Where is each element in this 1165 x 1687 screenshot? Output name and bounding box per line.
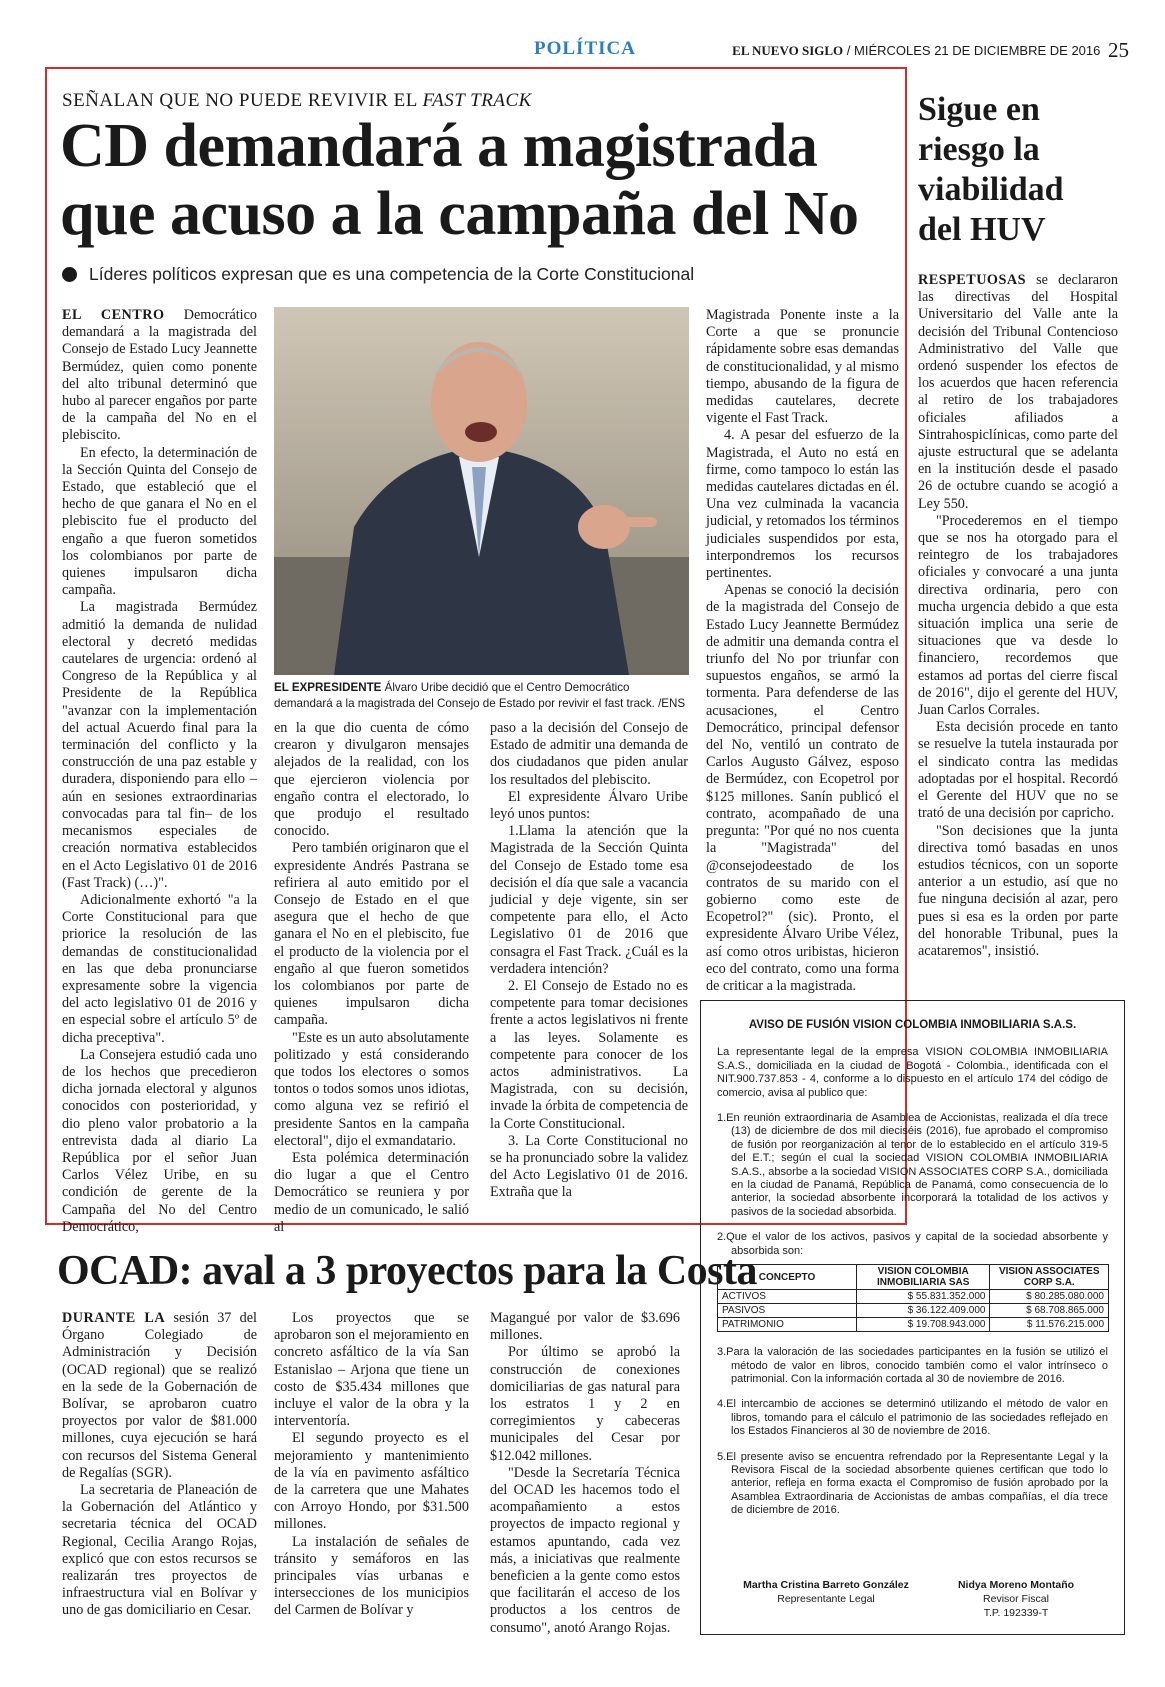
main-article-column-1: [62, 307, 257, 1236]
paragraph: [706, 427, 899, 582]
table-header-row: [718, 1265, 1109, 1290]
paragraph: [490, 1465, 680, 1637]
paragraph-text: "Este es un auto absolutamente politizado y está considerando que todos los electores o somos tontos o todos somos unos idiotas, como alguna vez se refirió el presidente Santos en la campaña electoral", dijo el exmandatario.: [274, 1029, 469, 1149]
legal-notice-intro: La representante legal de la empresa VISION COLOMBIA INMOBILIARIA S.A.S., domiciliada en la ciudad de Bogotá - Colombia., identificada con el NIT.900.737.853 - 4, conforme a lo dispuesto en el artículo 174 del código de comercio, avisa al publico que:: [717, 1046, 1108, 1099]
side-headline-line: del HUV: [918, 211, 1046, 248]
table-header-cell: CONCEPTO: [718, 1265, 857, 1290]
paragraph: [274, 1310, 469, 1430]
table-row: [718, 1304, 1109, 1318]
paragraph-text: El segundo proyecto es el mejoramiento y mantenimiento de la vía en pavimento asfáltico de la carretera que une Mahates con Arroyo Hondo, por $31.500 millones.: [274, 1430, 469, 1533]
kicker-text: SEÑALAN QUE NO PUEDE REVIVIR EL: [62, 90, 418, 111]
photo-caption: [274, 680, 689, 712]
paragraph: [62, 307, 257, 445]
paragraph-text: La secretaria de Planeación de la Gobernación del Atlántico y secretaria técnica del OCAD Regional, Cecilia Arango Rojas, explicó que con estos recursos se realizarán tres proyectos de infraestructura vial en Bolívar y uno de gas domiciliario en Cesar.: [62, 1482, 257, 1619]
section-tag: POLÍTICA: [534, 38, 636, 59]
table-cell: $ 68.708.865.000: [990, 1304, 1109, 1318]
table-cell: $ 55.831.352.000: [857, 1290, 990, 1304]
newspaper-name: EL NUEVO SIGLO: [732, 43, 844, 58]
table-cell: $ 11.576.215.000: [990, 1318, 1109, 1332]
paragraph: [274, 1430, 469, 1533]
paragraph-text: La magistrada Bermúdez admitió la demanda de nulidad electoral y decretó medidas cautelares de urgencia: ordenó al Congreso de la República y al Presidente de la República "avanzar con la implementación del actual Acuerdo final para la terminación del conflicto y la construcción de una paz estable y duradera, disponiendo para ello –aún en sesiones extraordinarias convocadas para tal fin– de los mecanismos especiales de creación normativa establecidos en el Acto Legislativo 01 de 2016 (Fast Track) (…)".: [62, 599, 257, 891]
caption-lead: EL EXPRESIDENTE: [274, 681, 382, 694]
ocad-headline: OCAD: aval a 3 proyectos para la Costa: [57, 1248, 758, 1294]
paragraph-text: sesión 37 del Órgano Colegiado de Administración y Decisión (OCAD regional) que se realizó en la sede de la Gobernación de Bolívar, se aprobaron cuatro proyectos por valor de $81.000 millones, cuya ejecución se hará con recursos del Sistema General de Regalías (SGR).: [62, 1310, 257, 1481]
signature-professional-card: T.P. 192339-T: [983, 1607, 1049, 1619]
paragraph: [274, 720, 469, 840]
signature-role: Representante Legal: [777, 1593, 875, 1605]
table-cell: $ 80.285.080.000: [990, 1290, 1109, 1304]
paragraph: [490, 1344, 680, 1464]
paragraph-text: "Procederemos en el tiempo que se nos ha otorgado para el reintegro de los trabajadores oficiales y convocaré a una junta directiva ordinaria, pero con mucha urgencia debido a que esta situación implica una serie de situaciones que va desde lo financiero, recordemos que estamos ad portas del cierre fiscal de 2016", dijo el gerente del HUV, Juan Carlos Corrales.: [918, 512, 1118, 719]
legal-notice-item-5: 5.El presente aviso se encuentra refrendado por la Representante Legal y la Revisora Fiscal de la sociedad absorbente quienes certifican que todo lo anterior, refleja en forma exacta el Compromiso de fusión aprobado por la Asamblea Extraordinaria de Accionistas de ambas compañías, el día trece de diciembre de 2016.: [717, 1450, 1108, 1517]
table-cell: PATRIMONIO: [718, 1318, 857, 1332]
headline-line-1: CD demandará a magistrada: [60, 112, 818, 180]
table-header-cell: VISION COLOMBIA INMOBILIARIA SAS: [857, 1265, 990, 1290]
paragraph: [62, 892, 257, 1047]
paragraph-text: Esta decisión procede en tanto se resuelve la tutela instaurada por el sindicato contra las medidas adoptadas por el hospital. Recordó el Gerente del HUV que no se trató de una decisión por capricho.: [918, 719, 1118, 822]
paragraph: [274, 1534, 469, 1620]
paragraph-text: Apenas se conoció la decisión de la magistrada del Consejo de Estado Lucy Jeannette Bermúdez de admitir una demanda contra el triunfo del No por triunfar con supuestos engaños, se armó la tormenta. Para defenderse de las acusaciones, el Centro Democrático, principal defensor del No, ventiló un contrato de Carlos Augusto Gálvez, esposo de Bermúdez, con Ecopetrol por $125 millones. Sanín publicó el contrato, acompañado de una pregunta: "Por qué no nos cuenta la "Magistrada" del @consejodeestado de los contratos de su marido con el gobierno como este de Ecopetrol?" (sic). Pronto, el expresidente Álvaro Uribe Vélez, así como otros uribistas, hicieron eco del contrato, como una forma de criticar a la magistrada.: [706, 582, 899, 994]
table-cell: PASIVOS: [718, 1304, 857, 1318]
paragraph-text: se declararon las directivas del Hospital Universitario del Valle ante la decisión del Tribunal Contencioso Administrativo del Valle que ordenó suspender los efectos de los acuerdos que hacen referencia al retiro de los trabajadores oficiales afiliados a Sintrahospiclínicas, como parte del ajuste estructural que se adelanta en la institución desde el pasado 26 de octubre cuando se acogió a Ley 550.: [918, 272, 1118, 512]
signature-name: Nidya Moreno Montaño: [957, 1579, 1075, 1591]
paragraph-text: paso a la decisión del Consejo de Estado de admitir una demanda de dos ciudadanos que piden anular los resultados del plebiscito.: [490, 720, 688, 788]
table-cell: ACTIVOS: [718, 1290, 857, 1304]
article-deck: [62, 264, 694, 285]
side-headline-line: riesgo la: [918, 131, 1040, 168]
table-row: [718, 1290, 1109, 1304]
signature-role: Revisor Fiscal: [983, 1593, 1049, 1605]
ocad-column-2: [274, 1310, 469, 1620]
speaker-photo-illustration: [274, 307, 689, 675]
article-headline: [60, 112, 900, 248]
caption-text: Álvaro Uribe decidió que el Centro Democrático demandará a la magistrada del Consejo de Estado por revivir el fast track. /ENS: [274, 681, 686, 710]
paragraph: [62, 445, 257, 600]
side-article-headline: [918, 90, 1064, 250]
paragraph-text: Magistrada Ponente inste a la Corte a que se pronuncie rápidamente sobre esas demandas de constitucionalidad, y al mismo tiempo, abusando de la figura de medidas cautelares, decrete vigente el Fast Track.: [706, 307, 899, 427]
paragraph-text: El expresidente Álvaro Uribe leyó unos puntos:: [490, 788, 688, 823]
paragraph-text: Magangué por valor de $3.696 millones.: [490, 1310, 680, 1344]
paragraph: [274, 1030, 469, 1150]
paragraph: [706, 582, 899, 995]
ocad-column-3: [490, 1310, 680, 1637]
main-article-column-2: [274, 720, 469, 1236]
paragraph: [62, 1482, 257, 1620]
paragraph-text: Democrático demandará a la magistrada del Consejo de Estado Lucy Jeannette Bermúdez, quien como ponente del alto tribunal determinó que hubo al parecer engaños por parte de la campaña del No en el plebiscito.: [62, 307, 258, 444]
paragraph: [62, 599, 257, 891]
headline-line-2: que acuso a la campaña del No: [60, 180, 859, 248]
paragraph: [62, 1047, 257, 1236]
paragraph-text: La Consejera estudió cada uno de los hechos que precedieron dicha jornada electoral y algunos conocidos con posterioridad, y dio pleno valor probatorio a la entrevista dada al diario La República por el señor Juan Carlos Vélez Uribe, en su condición de gerente de la Campaña del No del Centro Democrático,: [62, 1046, 257, 1235]
paragraph-text: 3. La Corte Constitucional no se ha pronunciado sobre la validez del Acto Legislativo 01 de 2016. Extraña que la: [490, 1132, 688, 1201]
paragraph-text: Los proyectos que se aprobaron son el mejoramiento en concreto asfáltico de la vía San Estanislao – Arjona que tiene un costo de $35.434 millones que incluye el valor de la obra y la interventoría.: [274, 1310, 469, 1430]
main-article-column-4: [706, 307, 899, 995]
bullet-icon: [62, 267, 77, 282]
article-photo: [274, 307, 689, 675]
paragraph: [490, 720, 688, 789]
paragraph: [706, 307, 899, 427]
paragraph: [490, 1310, 680, 1344]
paragraph: [490, 823, 688, 978]
lead-in: DURANTE LA: [62, 1310, 166, 1326]
legal-notice-item-1: 1.En reunión extraordinaria de Asamblea de Accionistas, realizada el día trece (13) de diciembre de dos mil dieciséis (2016), fue aprobado el compromiso de fusión por reorganización al tenor de lo establecido en el artículo 319-5 del E.T.; según el cual la sociedad VISION COLOMBIA INMOBILIARIA S.A.S., absorbe a la sociedad VISION ASSOCIATES CORP S.A., domiciliada en la ciudad de Panamá, República de Panamá, como consecuencia de lo anterior, la sociedad absorbente incorporará la totalidad de los activos y pasivos de la sociedad absorbida.: [717, 1112, 1108, 1218]
kicker-italic-text: FAST TRACK: [422, 90, 532, 111]
paragraph: [274, 840, 469, 1029]
paragraph: [62, 1310, 257, 1482]
paragraph: [918, 719, 1118, 822]
legal-notice-item-3: 3.Para la valoración de las sociedades participantes en la fusión se utilizó el método de valor en libros, conocido también como el valor intrínseco o patrimonial. Con la información cortada al 30 de noviembre de 2016.: [717, 1346, 1108, 1385]
paragraph: [274, 1150, 469, 1236]
page-number: 25: [1108, 38, 1129, 62]
paragraph: [918, 272, 1118, 513]
paragraph-text: En efecto, la determinación de la Sección Quinta del Consejo de Estado, que estableció que el hecho de que ganara el No en el plebiscito fue el producto del engaño a que fueron sometidos los colombianos por parte de quienes impulsaron dicha campaña.: [62, 444, 257, 599]
signature-fiscal-reviewer: [931, 1578, 1101, 1620]
paragraph-text: Por último se aprobó la construcción de conexiones domiciliarias de gas natural para los estratos 1 y 2 en corregimientos y cabeceras municipales del Cesar por $12.042 millones.: [490, 1344, 680, 1464]
side-headline-line: viabilidad: [918, 171, 1064, 208]
page-header: [732, 38, 1129, 63]
legal-notice-box: [700, 1000, 1125, 1635]
lead-in: RESPETUOSAS: [918, 272, 1026, 288]
table-row: [718, 1318, 1109, 1332]
paragraph: [918, 513, 1118, 719]
signature-name: Martha Cristina Barreto González: [743, 1579, 909, 1591]
paragraph-text: 4. A pesar del esfuerzo de la Magistrada, el Auto no está en firme, como tampoco lo están las medidas cautelares dictadas en él. Una vez culminada la vacancia judicial, y retomados los términos judiciales suspendidos por esta, interpondremos los recursos pertinentes.: [706, 427, 899, 582]
table-cell: $ 19.708.943.000: [857, 1318, 990, 1332]
lead-in: EL CENTRO: [62, 307, 165, 323]
legal-notice-item-2: 2.Que el valor de los activos, pasivos y capital de la sociedad absorbente y absorbida son:: [717, 1231, 1108, 1257]
table-header-cell: VISION ASSOCIATES CORP S.A.: [990, 1265, 1109, 1290]
paragraph: [918, 823, 1118, 961]
paragraph: [490, 978, 688, 1133]
paragraph: [490, 789, 688, 823]
side-headline-line: Sigue en: [918, 91, 1040, 128]
paragraph-text: 1.Llama la atención que la Magistrada de la Sección Quinta del Consejo de Estado tome esa decisión el día que sale a vacancia judicial y deje vigente, sin ser competente para ello, el Acto Legislativo 01 de 2016 que consagra el Fast Track. ¿Cuál es la verdadera intención?: [490, 823, 688, 977]
main-article-column-3: [490, 720, 688, 1202]
financial-table: [717, 1264, 1109, 1332]
table-cell: $ 36.122.409.000: [857, 1304, 990, 1318]
deck-text: Líderes políticos expresan que es una competencia de la Corte Constitucional: [89, 264, 695, 284]
paragraph-text: Esta polémica determinación dio lugar a que el Centro Democrático se reuniera y por medio de un comunicado, le salió al: [274, 1150, 469, 1235]
paragraph-text: Adicionalmente exhortó "a la Corte Constitucional para que priorice la resolución de las demandas de constitucionalidad en las que deba pronunciarse expresamente sobre la vigencia del acto legislativo 01 de 2016 y en especial sobre el artículo 5º de dicha preceptiva".: [62, 891, 257, 1046]
legal-notice-title: AVISO DE FUSIÓN VISION COLOMBIA INMOBILIARIA S.A.S.: [748, 1019, 1077, 1031]
side-article-body: [918, 272, 1118, 960]
article-kicker: [62, 90, 532, 112]
legal-notice-item-4: 4.El intercambio de acciones se determinó utilizando el método de valor en libros, tomando para el cálculo el patrimonio de las sociedades reflejado en los Estados Financieros al 30 de noviembre de 2016.: [717, 1398, 1108, 1438]
paragraph-text: en la que dio cuenta de cómo crearon y divulgaron mensajes alejados de la realidad, con los que ejercieron violencia por engaño contra el electorado, lo que produjo el resultado conocido.: [274, 720, 469, 840]
ocad-column-1: [62, 1310, 257, 1620]
paragraph-text: 2. El Consejo de Estado no es competente para tomar decisiones frente a actos legislativos ni frente a las leyes. Solamente es competente para conocer de los actos administrativos. La Magistrada, con su decisión, invade la órbita de competencia de la Corte Constitucional.: [490, 978, 688, 1132]
paragraph-text: La instalación de señales de tránsito y semáforos en las principales vías urbanas e intersecciones de los municipios del Carmen de Bolívar y: [274, 1533, 469, 1619]
paragraph-text: Pero también originaron que el expresidente Andrés Pastrana se refiriera al auto emitido por el Consejo de Estado en el que asegura que el hecho de que ganara el No en el plebiscito, fue el producto de la violencia por el engaño al que fueron sometidos los colombianos por parte de quienes impulsaron dicha campaña.: [274, 840, 469, 1029]
signature-legal-rep: [731, 1578, 921, 1606]
issue-date: / MIÉRCOLES 21 DE DICIEMBRE DE 2016: [846, 43, 1101, 58]
paragraph-text: "Desde la Secretaría Técnica del OCAD les hacemos todo el acompañamiento a estos proyectos de impacto regional y estamos apuntando, cada vez más, a iniciativas que realmente beneficien a la gente como estos que facilitarán el acceso de los productos a los centros de consumo", anotó Arango Rojas.: [490, 1464, 680, 1636]
paragraph-text: "Son decisiones que la junta directiva tomó basadas en unos estudios técnicos, con un soporte anterior a un estudio, así que no fue ninguna decisión al azar, pero pues si esa es la orden por parte del honorable Tribunal, pues la acataremos", insistió.: [918, 822, 1118, 959]
paragraph: [490, 1133, 688, 1202]
